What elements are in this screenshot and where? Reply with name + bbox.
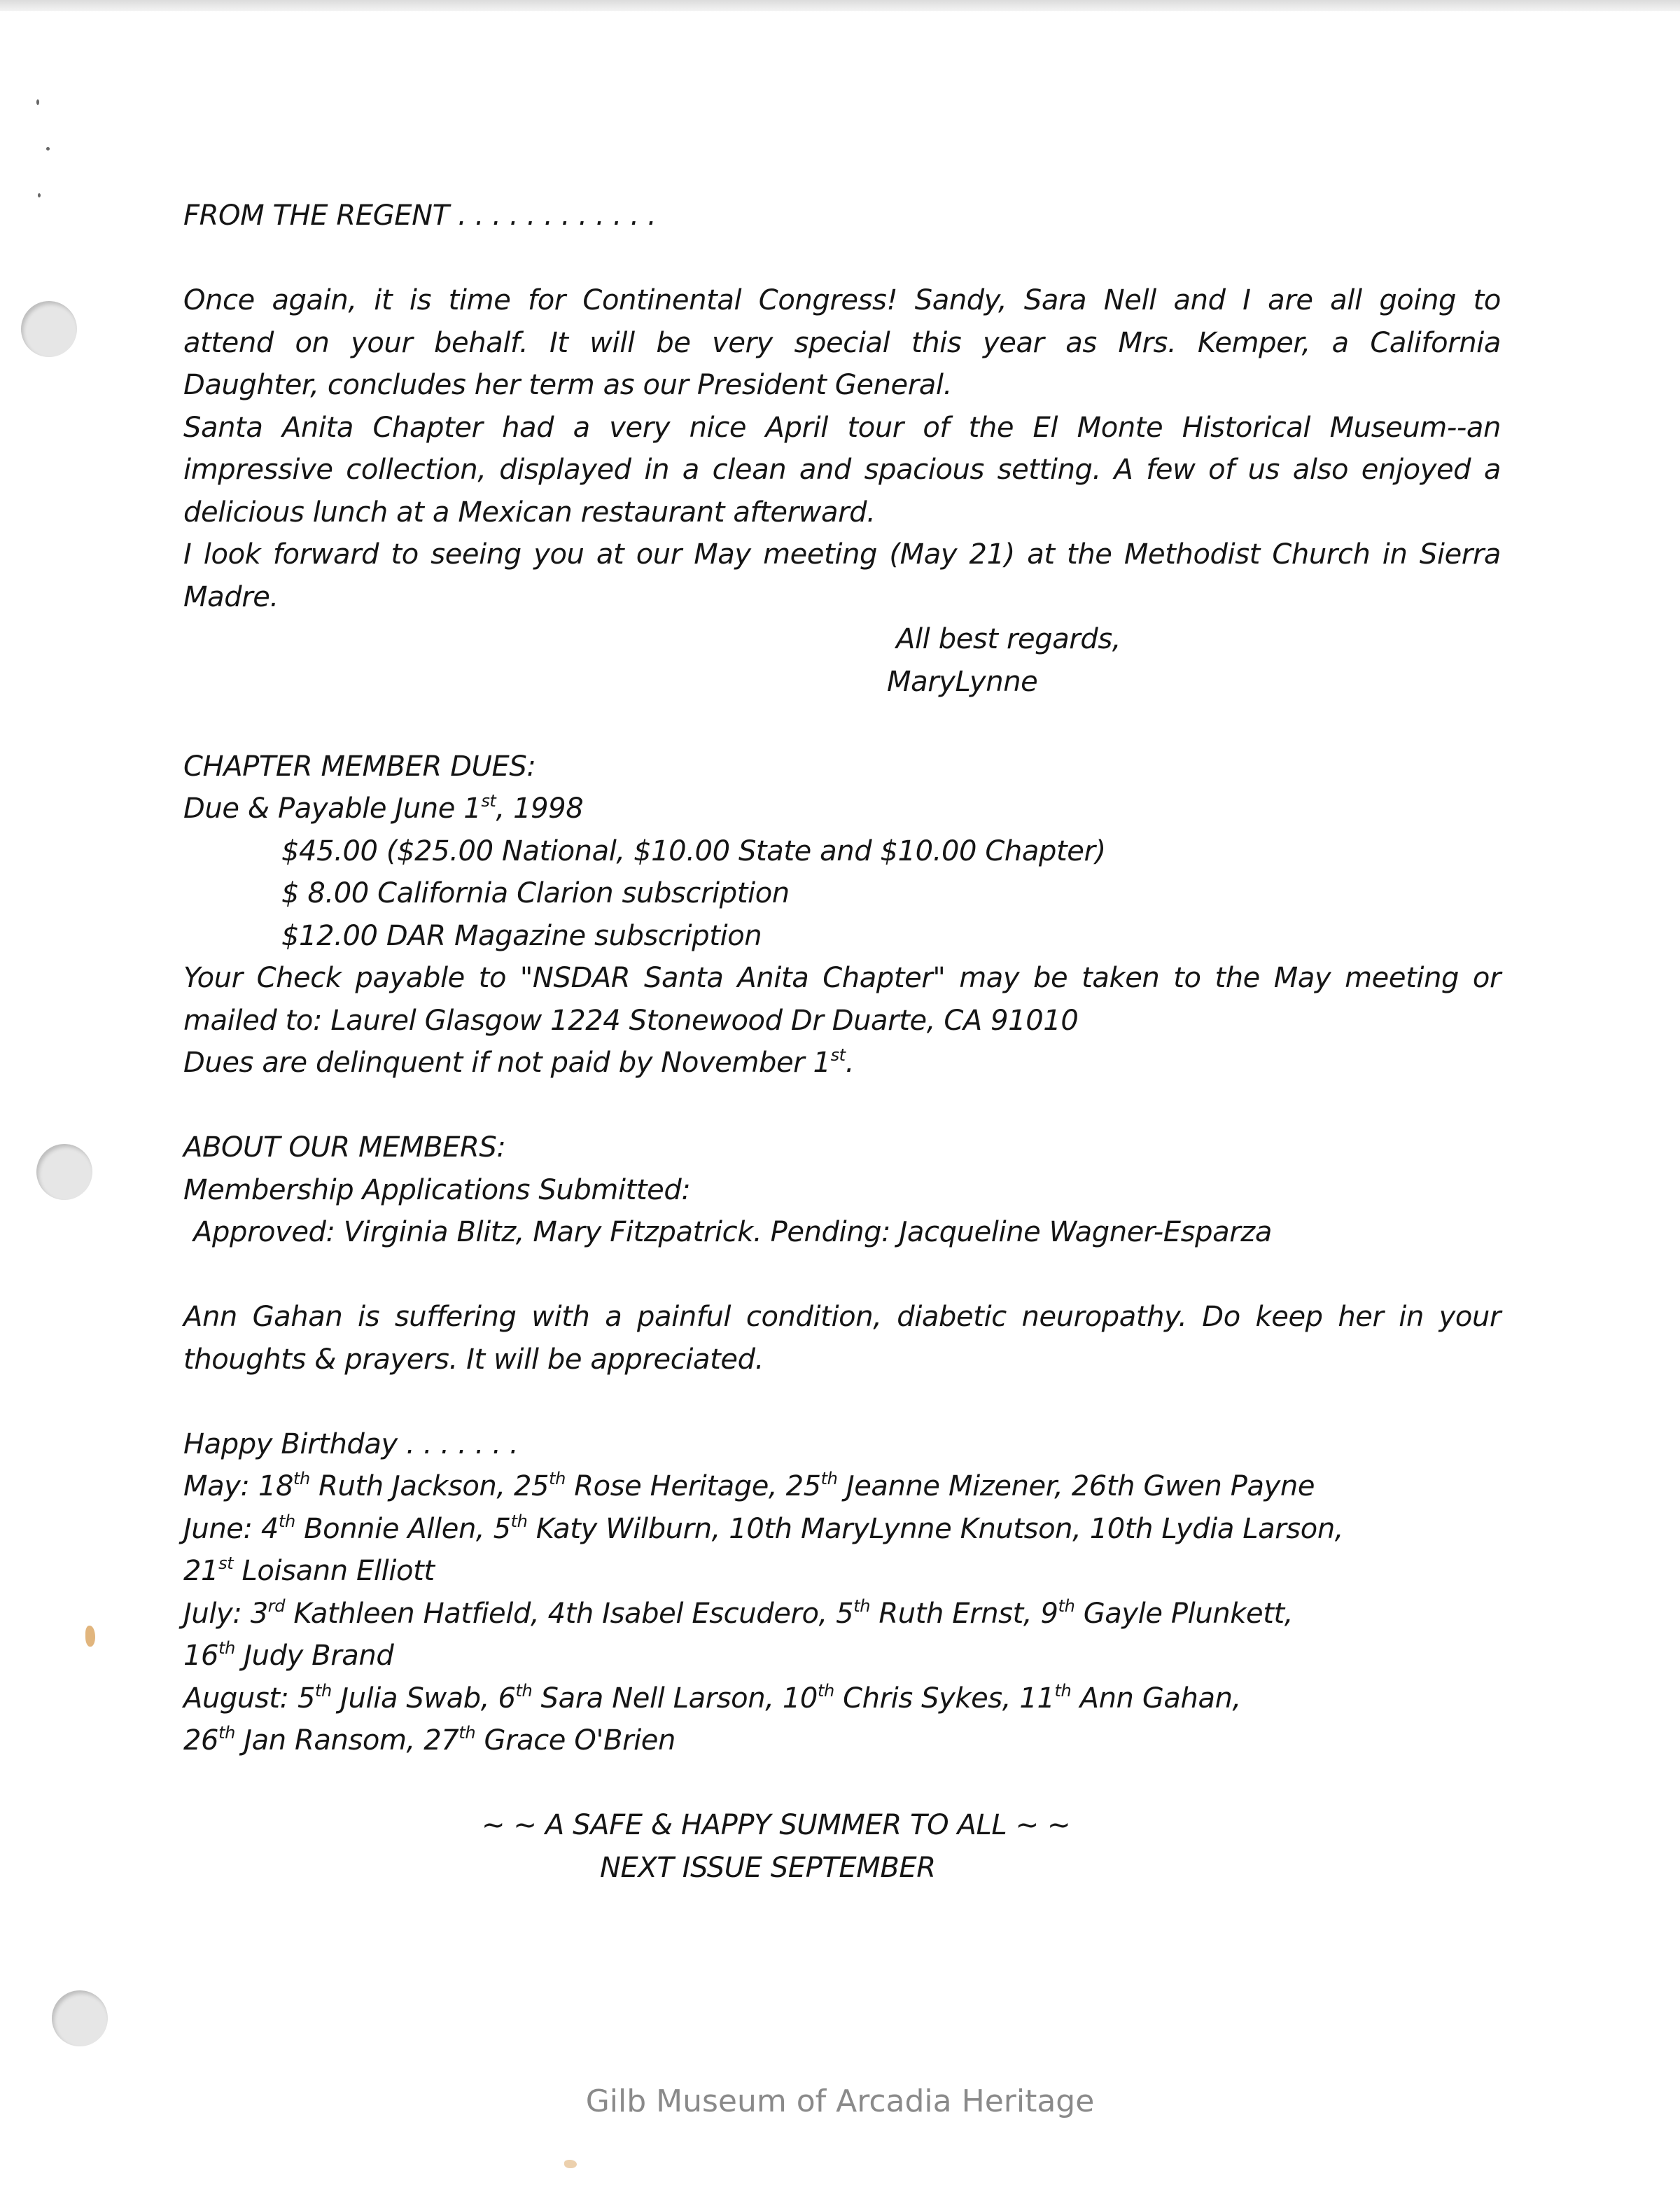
- ann-gahan-note: thoughts & prayers. It will be appreciated.: [183, 1343, 764, 1376]
- birthday-may: May: 18th Ruth Jackson, 25th Rose Heritage, 25th Jeanne Mizener, 26th Gwen Payne: [183, 1469, 1315, 1502]
- dues-delinquent: Dues are delinquent if not paid by November 1st.: [183, 1045, 855, 1079]
- applications-heading: Membership Applications Submitted:: [183, 1173, 691, 1206]
- speck: [46, 147, 50, 151]
- ann-gahan-note: Ann Gahan is suffering with a painful condition, diabetic neuropathy. Do keep her in your: [183, 1301, 1501, 1333]
- dues-check-line: Your Check payable to "NSDAR Santa Anita Chapter" may be taken to the May meeting or: [183, 962, 1501, 994]
- dues-heading: CHAPTER MEMBER DUES:: [183, 750, 536, 783]
- regent-heading: FROM THE REGENT . . . . . . . . . . . .: [183, 200, 657, 232]
- birthday-june-cont: 21st Loisann Elliott: [183, 1554, 435, 1587]
- regent-paragraph-line: Daughter, concludes her term as our President General.: [183, 369, 952, 401]
- scan-edge: [0, 0, 1680, 11]
- punch-hole-top: [21, 301, 77, 357]
- newsletter-page: [183, 195, 1501, 1889]
- signature: MaryLynne: [887, 665, 1038, 698]
- regent-paragraph-line: Santa Anita Chapter had a very nice April tour of the El Monte Historical Museum--an: [183, 411, 1501, 444]
- dues-item: $12.00 DAR Magazine subscription: [281, 919, 762, 952]
- regent-paragraph-line: impressive collection, displayed in a clean and spacious setting. A few of us also enjoyed a: [183, 454, 1501, 486]
- birthday-august-cont: 26th Jan Ransom, 27th Grace O'Brien: [183, 1723, 676, 1757]
- punch-hole-bottom: [52, 1990, 108, 2046]
- stain: [85, 1626, 95, 1647]
- birthday-heading: Happy Birthday . . . . . . .: [183, 1427, 519, 1460]
- stain: [564, 2160, 577, 2168]
- regent-paragraph-line: attend on your behalf. It will be very special this year as Mrs. Kemper, a California: [183, 326, 1501, 359]
- next-issue: NEXT ISSUE SEPTEMBER: [600, 1851, 936, 1884]
- members-heading: ABOUT OUR MEMBERS:: [183, 1131, 506, 1164]
- speck: [38, 193, 41, 197]
- applications-status: Approved: Virginia Blitz, Mary Fitzpatrick. Pending: Jacqueline Wagner-Esparza: [193, 1216, 1272, 1248]
- regent-paragraph-line: I look forward to seeing you at our May meeting (May 21) at the Methodist Church in Sierra: [183, 538, 1501, 571]
- speck: [36, 99, 39, 105]
- regent-paragraph-line: delicious lunch at a Mexican restaurant afterward.: [183, 496, 876, 529]
- closing-regards: All best regards,: [896, 623, 1121, 655]
- birthday-july-cont: 16th Judy Brand: [183, 1638, 394, 1672]
- dues-check-line: mailed to: Laurel Glasgow 1224 Stonewood Dr Duarte, CA 91010: [183, 1004, 1079, 1037]
- dues-item: $45.00 ($25.00 National, $10.00 State and $10.00 Chapter): [281, 835, 1106, 867]
- regent-paragraph-line: Once again, it is time for Continental Congress! Sandy, Sara Nell and I are all going to: [183, 284, 1501, 316]
- dues-item: $ 8.00 California Clarion subscription: [281, 877, 790, 909]
- regent-paragraph-line: Madre.: [183, 580, 279, 613]
- dues-due-date: Due & Payable June 1st, 1998: [183, 791, 584, 825]
- closing-message: ~ ~ A SAFE & HAPPY SUMMER TO ALL ~ ~: [482, 1809, 1071, 1841]
- birthday-july: July: 3rd Kathleen Hatfield, 4th Isabel Escudero, 5th Ruth Ernst, 9th Gayle Plunkett,: [183, 1596, 1294, 1630]
- punch-hole-middle: [36, 1144, 92, 1200]
- birthday-june: June: 4th Bonnie Allen, 5th Katy Wilburn, 10th MaryLynne Knutson, 10th Lydia Larson,: [183, 1511, 1344, 1545]
- birthday-august: August: 5th Julia Swab, 6th Sara Nell Larson, 10th Chris Sykes, 11th Ann Gahan,: [183, 1680, 1241, 1715]
- museum-watermark: Gilb Museum of Arcadia Heritage: [585, 2083, 1095, 2119]
